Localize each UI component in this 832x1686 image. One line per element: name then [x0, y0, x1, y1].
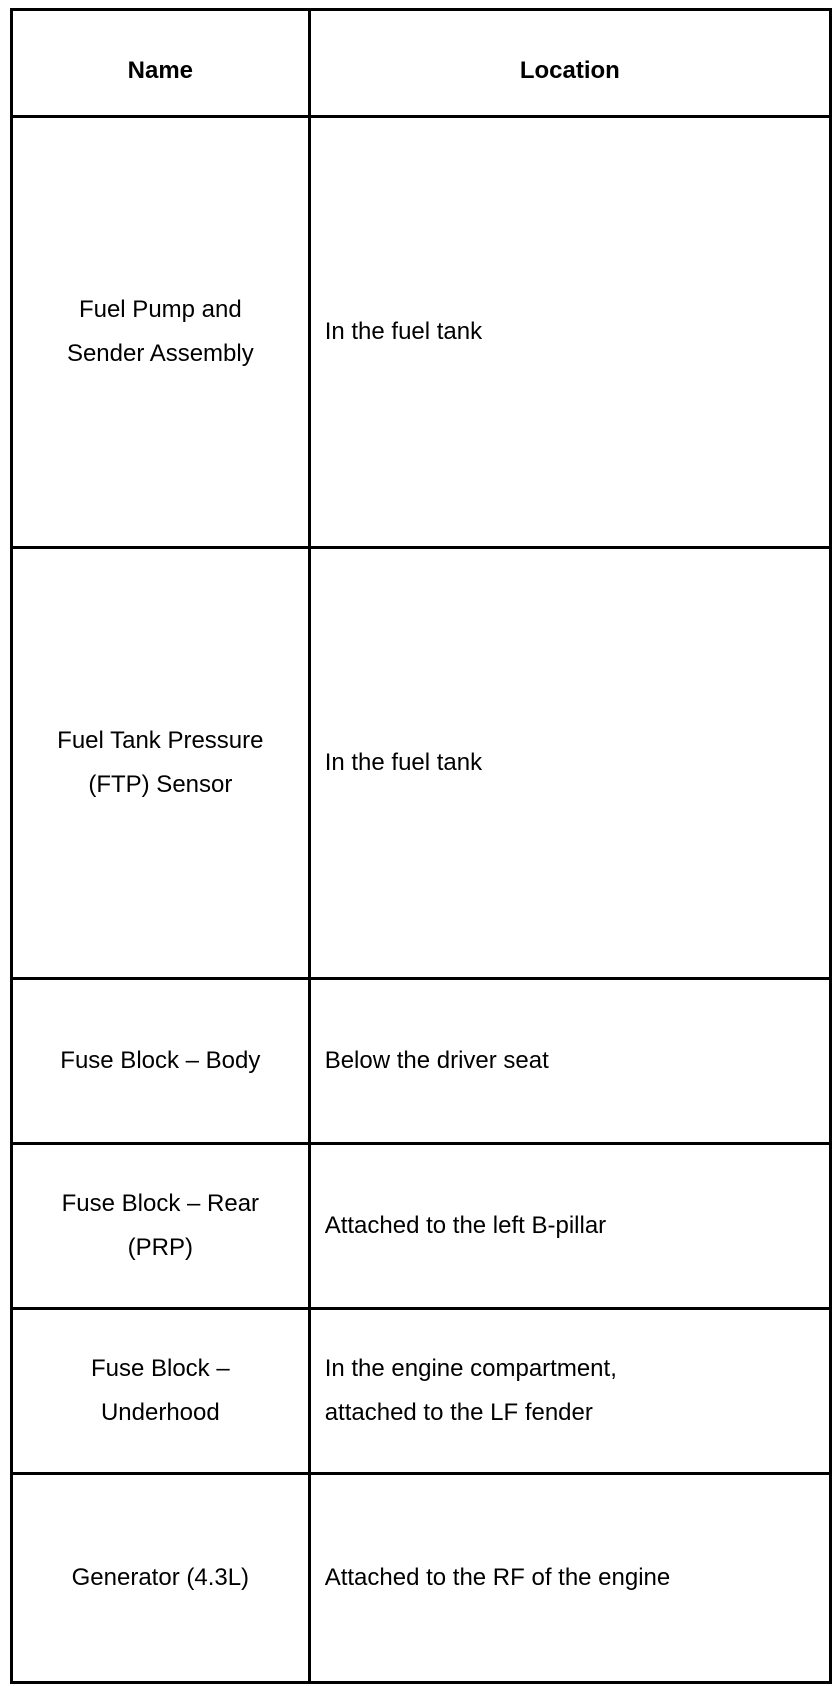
name-line: (PRP) — [127, 1234, 194, 1261]
table-row — [12, 548, 831, 979]
location-line: attached to the LF fender — [324, 1399, 593, 1426]
name-cell — [12, 1309, 310, 1474]
name-line: Fuel Pump and — [78, 296, 242, 323]
header-name: Name — [12, 10, 310, 117]
name-cell — [12, 1474, 310, 1683]
location-cell — [309, 1309, 830, 1474]
name-cell — [12, 117, 310, 548]
name-line: Fuse Block – — [90, 1355, 230, 1382]
location-cell — [309, 1474, 830, 1683]
location-cell — [309, 1144, 830, 1309]
location-line: Attached to the left B-pillar — [324, 1212, 607, 1239]
name-line: Underhood — [100, 1399, 220, 1426]
name-line: Fuel Tank Pressure — [57, 727, 264, 754]
table-row — [12, 979, 831, 1144]
name-cell — [12, 979, 310, 1144]
location-line: In the fuel tank — [324, 318, 483, 345]
location-cell — [309, 548, 830, 979]
name-cell — [12, 548, 310, 979]
name-line: (FTP) Sensor — [88, 771, 233, 798]
location-cell — [309, 117, 830, 548]
location-line: In the fuel tank — [324, 749, 483, 776]
location-line: Attached to the RF of the engine — [324, 1564, 671, 1591]
table-row — [12, 1309, 831, 1474]
location-line: Below the driver seat — [324, 1047, 549, 1074]
name-line: Sender Assembly — [66, 340, 254, 367]
table-row — [12, 1474, 831, 1683]
name-line: Generator (4.3L) — [71, 1564, 250, 1591]
location-line: In the engine compartment, — [324, 1355, 617, 1382]
component-location-table-wrapper — [10, 8, 832, 1684]
name-line: Fuse Block – Rear — [61, 1190, 260, 1217]
name-line: Fuse Block – Body — [60, 1047, 261, 1074]
table-row — [12, 1144, 831, 1309]
table-header-row — [12, 10, 831, 117]
table-row — [12, 117, 831, 548]
name-cell — [12, 1144, 310, 1309]
component-location-table — [10, 8, 832, 1684]
header-location: Location — [309, 10, 830, 117]
location-cell — [309, 979, 830, 1144]
